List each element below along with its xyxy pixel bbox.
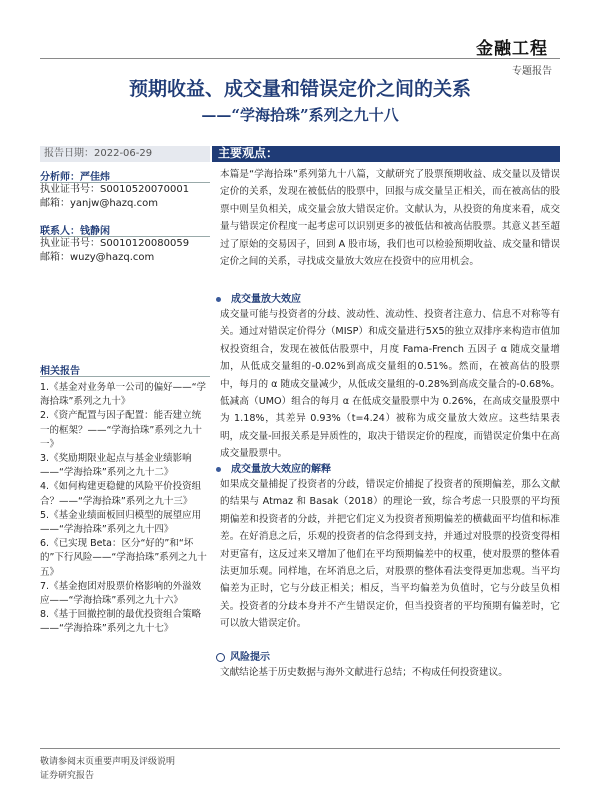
related-reports-title: 相关报告 [40, 366, 80, 377]
intro-paragraph: 本篇是“学海拾珠”系列第九十八篇，文献研究了股票预期收益、成交量以及错误定价的关系，发现在被低估的股票中，回报与成交量呈正相关，而在被高估的股票中则呈负相关，成交量会放大错误定价。文献认为，从投资的角度来看，成交量与错误定价程度一起考虑可以识别更多的被低估和被高估股票。其意义甚至超过了原始的交易因子，回到 A 股市场，我们也可以检验预期收益、成交量和错误定价之间的关系，寻找成交量放大效应在投资中的应用机会。 [220, 169, 560, 268]
circle-icon [216, 653, 225, 662]
page-subtitle: ——“学海拾珠”系列之九十八 [201, 106, 399, 124]
footer-disclaimer: 敬请参阅末页重要声明及评级说明 [40, 757, 176, 767]
section-heading-volume-amplification [216, 290, 301, 305]
contact-license: 执业证书号：S0010120080059 [40, 238, 190, 249]
section-title: 成交量放大效应的解释 [231, 464, 331, 475]
analyst-email[interactable]: 邮箱：yanjw@hazq.com [40, 198, 158, 209]
report-type: 专题报告 [512, 66, 552, 77]
contact-email[interactable]: 邮箱：wuzy@hazq.com [40, 252, 155, 263]
related-reports-divider [40, 376, 210, 377]
analyst-name: 分析师：严佳炜 [40, 172, 110, 183]
risk-heading [216, 648, 270, 663]
related-reports-list [40, 381, 210, 637]
report-date: 报告日期：2022-06-29 [40, 146, 210, 162]
footer-report-type: 证券研究报告 [40, 771, 95, 781]
contact-name: 联系人：钱静闲 [40, 226, 110, 237]
section-title: 成交量放大效应 [231, 294, 301, 305]
risk-paragraph: 文献结论基于历史数据与海外文献进行总结；不构成任何投资建议。 [220, 667, 508, 678]
bullet-icon [216, 297, 221, 302]
footer-divider [40, 748, 560, 749]
related-report-item[interactable]: 2.《资产配置与因子配置：能否建立统一的框架？——“学海拾珠”系列之九十一》 [40, 410, 202, 450]
related-report-item[interactable]: 8.《基于回撤控制的最优投资组合策略——“学海拾珠”系列之九十七》 [40, 609, 202, 635]
related-report-item[interactable]: 5.《基金业绩面板回归模型的展望应用——“学海拾珠”系列之九十四》 [40, 509, 202, 536]
related-report-item[interactable]: 4.《如何构建更稳健的风险平价投资组合？——“学海拾珠”系列之九十三》 [40, 481, 202, 507]
section-heading-amplification-explanation [216, 460, 331, 475]
report-category: 金融工程 [476, 39, 548, 59]
key-points-heading: 主要观点： [218, 146, 279, 160]
header-divider [40, 58, 560, 59]
risk-title: 风险提示 [230, 652, 270, 663]
section-paragraph: 成交量可能与投资者的分歧、波动性、流动性、投资者注意力、信息不对称等有关。通过对错误定价得分（MISP）和成交量进行5X5的独立双排序来构造市值加权投资组合，发现在被低估股票中，月度 Fama-French 五因子 α 随成交量增加，从低成交量组的-0.02%到高成交量组的0.51%。然而，在被高估的股票中，每月的 α 随成交量减少，从低成交量组的-0.28%到高成交量合的-0.68%。低减高（UMO）组合的每月 α 在低成交量股票中为 0.26%，在高成交量股票中为 1.18%，其差异 0.93%（t=4.24）被称为成交量放大效应。这些结果表明，成交量-回报关系是异质性的，取决于错误定价的程度，而错误定价集中在高成交量股票中。 [220, 309, 560, 460]
related-report-item[interactable]: 3.《奖励期限业起点与基金业绩影响——“学海拾珠”系列之九十二》 [40, 453, 192, 479]
bullet-icon [216, 467, 221, 472]
related-report-item[interactable]: 6.《已实现 Beta：区分“好的”和“坏的”下行风险——“学海拾珠”系列之九十五》 [40, 538, 207, 578]
related-report-item[interactable]: 1.《基金对业务单一公司的偏好——“学海拾珠”系列之九十》 [40, 382, 206, 408]
analyst-license: 执业证书号：S0010520070001 [40, 184, 190, 195]
related-report-item[interactable]: 7.《基金抱团对股票价格影响的外溢效应——“学海拾珠”系列之九十六》 [40, 580, 202, 607]
page-title: 预期收益、成交量和错误定价之间的关系 [128, 78, 471, 100]
section-paragraph: 如果成交量捕捉了投资者的分歧，错误定价捕捉了投资者的预期偏差，那么文献的结果与 Atmaz 和 Basak（2018）的理论一致，综合考虑一只股票的平均预期偏差和投资者的分歧，并把它们定义为投资者预期偏差的横截面平均值和标准差。在好消息之后，乐观的投资者的信念得到支持，并通过对股票的投资变得相对更富有，这反过来又增加了他们在平均预期偏差中的权重，使对股票的整体看法更加乐观。同样地，在坏消息之后，对股票的整体看法变得更加悲观。当平均偏差为正时，它与分歧正相关；相反，当平均偏差为负值时，它与分歧呈负相关。投资者的分歧本身并不产生错误定价，但当投资者的平均预期有偏差时，它可以放大错误定价。 [220, 479, 560, 630]
